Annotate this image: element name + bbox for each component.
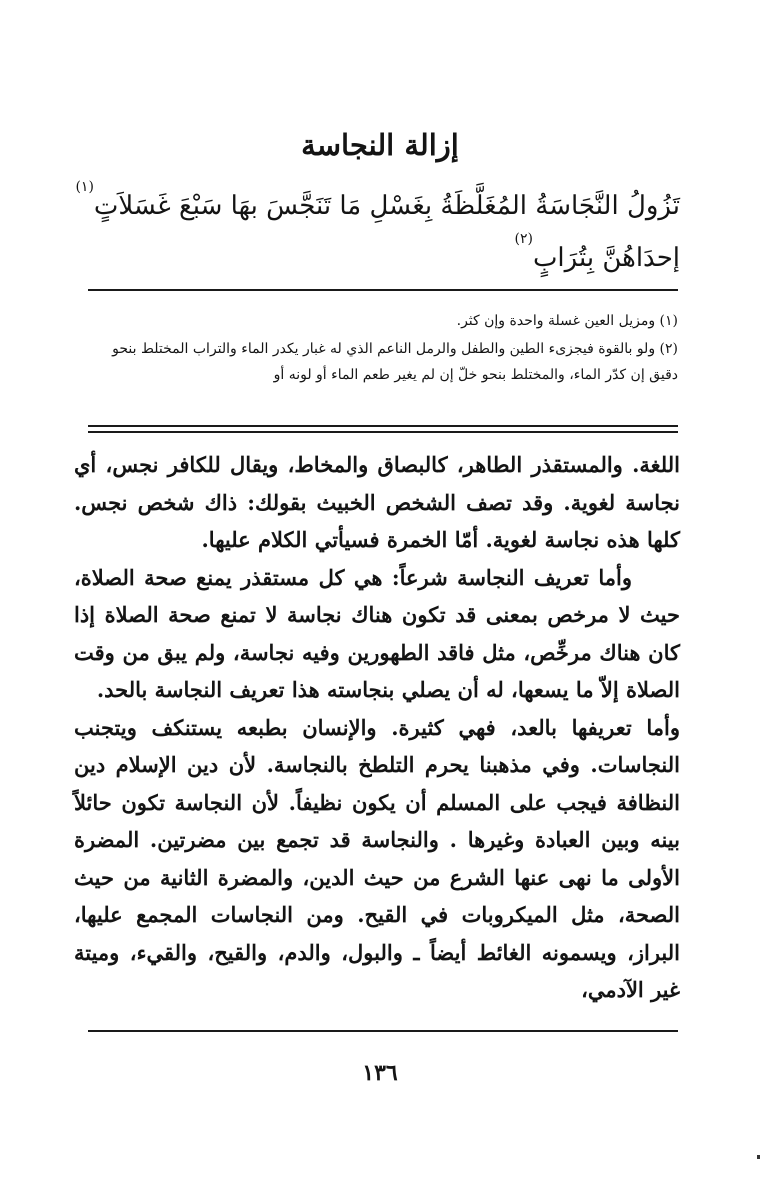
footnotes bbox=[88, 308, 678, 390]
matn-line-2-text: إحدَاهُنَّ بِتُرَابٍ bbox=[532, 243, 680, 273]
scan-mark bbox=[757, 1155, 760, 1159]
matn-text bbox=[60, 180, 680, 284]
commentary-paragraph-1: اللغة. والمستقذر الطاهر، كالبصاق والمخاط، ويقال للكافر نجس، أي نجاسة لغوية. وقد تصف الشخص الخبيث بقولك: ذاك شخص نجس. كلها هذه نجاسة لغوية. أمّا الخمرة فسيأتي الكلام عليها. bbox=[74, 452, 680, 552]
page-bottom-rule bbox=[88, 1030, 678, 1032]
footnote-ref-2: (٢) bbox=[514, 231, 533, 247]
footnote-2: (٢) ولو بالقوة فيجزىء الطين والطفل والرمل الناعم الذي له غبار يكدر الماء والتراب المختلط بنحو دقيق إن كدّر الماء، والمختلط بنحو خلّ إن لم يغير طعم الماء أو لونه أو bbox=[112, 341, 678, 383]
section-heading: إزالة النجاسة bbox=[301, 128, 459, 162]
commentary-paragraph-3: وأما تعريفها بالعد، فهي كثيرة. والإنسان بطبعه يستنكف ويتجنب النجاسات. وفي مذهبنا يحرم التلطخ بالنجاسة. لأن دين الإسلام دين النظافة فيجب على المسلم أن يكون نظيفاً. لأن النجاسة تكون حائلاً بينه وبين العبادة وغيرها . والنجاسة قد تجمع بين مضرتين. المضرة الأولى ما نهى عنها الشرع من حيث الدين، والمضرة الثانية من حيث الصحة، مثل الميكروبات في القيح. ومن النجاسات المجمع عليها، البراز، ويسمونه الغائط أيضاً ـ والبول، والدم، والقيح، والقيء، وميتة غير الآدمي، bbox=[74, 714, 680, 1002]
matn-line-1 bbox=[60, 180, 680, 232]
footnote-1: (١) ومزيل العين غسلة واحدة وإن كثر. bbox=[456, 313, 678, 329]
commentary-paragraph-2: وأما تعريف النجاسة شرعاً: هي كل مستقذر يمنع صحة الصلاة، حيث لا مرخص بمعنى قد تكون هناك نجاسة لا تمنع صحة الصلاة إذا كان هناك مرخِّص، مثل فاقد الطهورين وفيه نجاسة، ولم يبق من وقت الصلاة إلاّ ما يسعها، له أن يصلي بنجاسته هذا تعريف النجاسة بالحد. bbox=[74, 564, 680, 702]
section-divider-top bbox=[88, 425, 678, 427]
footnote-ref-1: (١) bbox=[75, 179, 94, 195]
page-number: ١٣٦ bbox=[362, 1060, 398, 1086]
footnote-separator bbox=[88, 289, 678, 291]
section-divider-bottom bbox=[88, 431, 678, 433]
matn-line-2 bbox=[60, 232, 680, 284]
commentary-text bbox=[74, 446, 680, 1009]
matn-line-1-text: تَزُولُ النَّجَاسَةُ المُغَلَّظَةُ بِغَسْلِ مَا تَنَجَّسَ بهَا سَبْعَ غَسَلاَتٍ bbox=[93, 191, 680, 221]
